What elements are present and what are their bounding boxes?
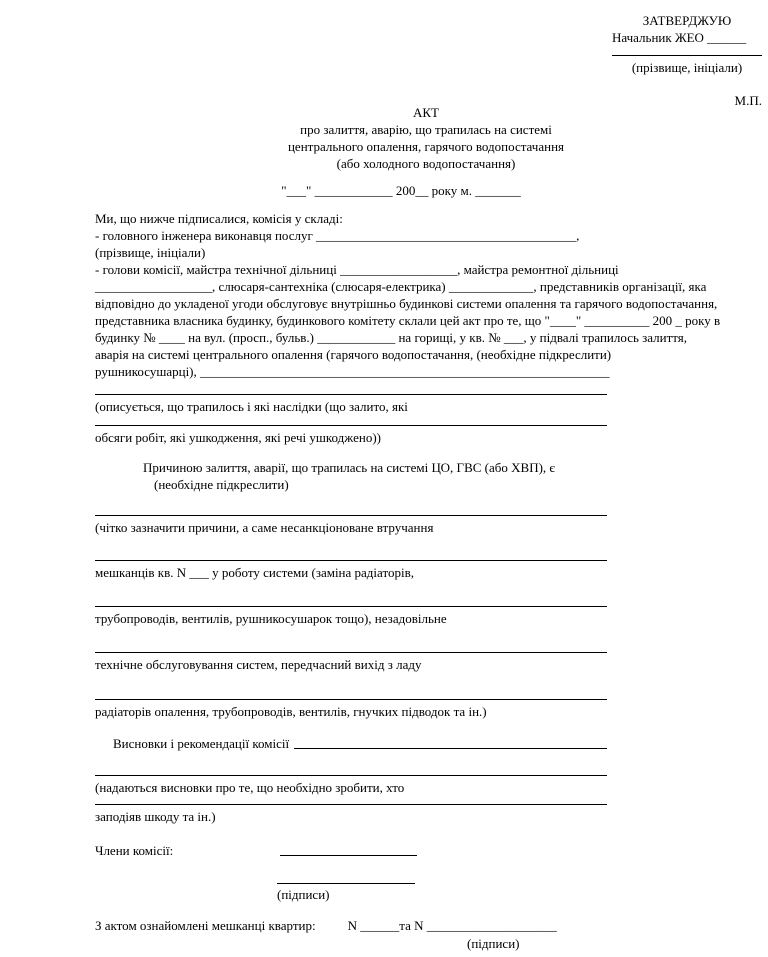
chief-title-line: Начальник ЖЕО ______ <box>612 30 747 45</box>
blank-fill-line <box>95 394 607 395</box>
title-subtitle-1: про залиття, аварію, що трапилась на системі <box>300 122 552 137</box>
blank-fill-line <box>95 699 607 700</box>
title-subtitle-3: (або холодного водопостачання) <box>336 156 516 171</box>
conclusions-label: Висновки і рекомендації комісії <box>113 736 290 751</box>
commission-intro-paragraph <box>95 210 757 380</box>
approval-stamp-label: ЗАТВЕРДЖУЮ <box>642 13 732 28</box>
intro-line: будинку № ____ на вул. (просп., бульв.) ____________ на горищі, у кв. № ___, у підвалі трапилось залиття, <box>95 330 688 345</box>
blank-fill-line <box>294 735 607 749</box>
blank-fill-line <box>95 606 607 607</box>
intro-line: - головного інженера виконавця послуг ________________________________________, <box>95 228 580 243</box>
intro-line: аварія на системі центрального опалення (гарячого водопостачання, (необхідне підкреслити) <box>95 347 612 362</box>
blank-fill-line <box>95 515 607 516</box>
description-hint-1: (описується, що трапилось і які наслідки (що залито, які <box>95 399 408 414</box>
cause-hint-line: технічне обслуговування систем, передчасний вихід з ладу <box>95 657 422 672</box>
cause-hint-line: (чітко зазначити причини, а саме несанкціоноване втручання <box>95 520 434 535</box>
intro-line: (прізвище, ініціали) <box>95 245 206 260</box>
cause-hint-line: радіаторів опалення, трубопроводів, вентилів, гнучких підводок та ін.) <box>95 704 487 719</box>
cause-heading: Причиною залиття, аварії, що трапилась на системі ЦО, ГВС (або ХВП), є <box>143 460 555 475</box>
intro-line: __________________, слюсаря-сантехніка (слюсаря-електрика) _____________, представників організації, яка <box>95 279 707 294</box>
document-body <box>95 104 757 952</box>
blank-fill-line <box>95 425 607 426</box>
intro-line: представника власника будинку, будинкового комітету склали цей акт про те, що "____" __________ 200 _ року в <box>95 313 721 328</box>
intro-line: відповідно до укладеної угоди обслуговує внутрішньо будинкові системи опалення та гарячого водопостачання, <box>95 296 718 311</box>
signature-line <box>612 48 762 56</box>
blank-fill-line <box>95 560 607 561</box>
acknowledgement-row <box>95 917 757 934</box>
approval-block <box>612 12 762 109</box>
signatures-hint: (підписи) <box>277 887 330 902</box>
intro-line: рушникосушарці), _______________________________________________________________ <box>95 364 610 379</box>
signature-line <box>277 883 415 884</box>
conclusions-hint-1: (надаються висновки про те, що необхідно зробити, хто <box>95 780 405 795</box>
apartment-numbers-blanks: N ______та N ____________________ <box>347 918 557 933</box>
commission-members-row <box>95 842 757 859</box>
blank-fill-line <box>95 652 607 653</box>
intro-line: - голови комісії, майстра технічної дільниці __________________, майстра ремонтної дільниці <box>95 262 619 277</box>
title-subtitle-2: центрального опалення, гарячого водопостачання <box>287 139 565 154</box>
name-initials-hint: (прізвище, ініціали) <box>631 60 743 75</box>
seal-placeholder: М.П. <box>734 93 762 108</box>
underline-needed-hint: (необхідне підкреслити) <box>154 477 289 492</box>
date-place-line: "___" ____________ 200__ року м. _______ <box>281 183 521 198</box>
conclusions-hint-2: заподіяв шкоду та ін.) <box>95 809 216 824</box>
acknowledgement-signs-hint: (підписи) <box>467 936 520 951</box>
members-label: Члени комісії: <box>95 843 174 858</box>
intro-line: Ми, що нижче підписалися, комісія у складі: <box>95 211 343 226</box>
acknowledgement-label: З актом ознайомлені мешканці квартир: <box>95 918 316 933</box>
conclusions-row <box>95 735 607 752</box>
cause-hint-line: трубопроводів, вентилів, рушникосушарок тощо), незадовільне <box>95 611 447 626</box>
signature-line <box>280 855 417 856</box>
blank-fill-line <box>95 804 607 805</box>
title-heading: АКТ <box>413 105 439 120</box>
description-hint-2: обсяги робіт, які ушкодження, які речі ушкоджено)) <box>95 430 381 445</box>
document-title-block <box>95 104 757 172</box>
cause-hint-line: мешканців кв. N ___ у роботу системи (заміна радіаторів, <box>95 565 414 580</box>
blank-fill-line <box>95 775 607 776</box>
